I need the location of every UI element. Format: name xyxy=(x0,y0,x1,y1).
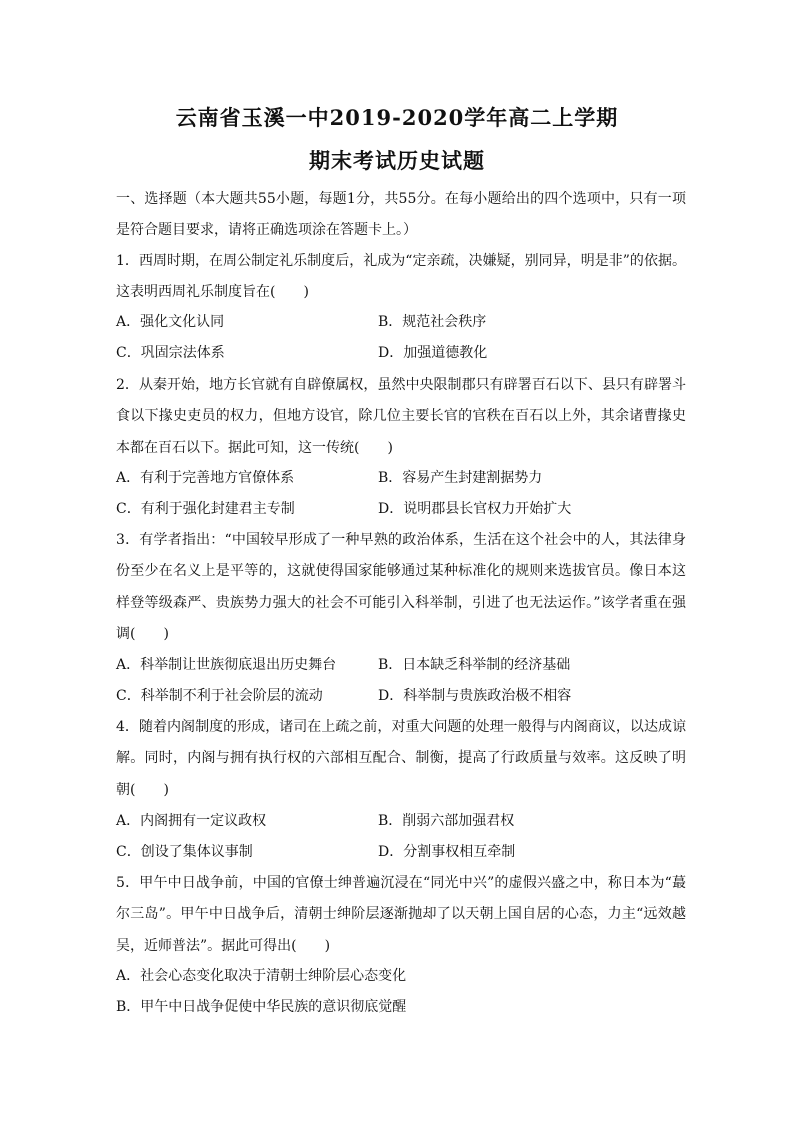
option-a: A．科举制让世族彻底退出历史舞台 xyxy=(116,657,337,673)
option-d: D．分割事权相互牵制 xyxy=(378,844,516,860)
question-4-options-row1 xyxy=(116,806,686,837)
question-2-stem: 2．从秦开始，地方长官就有自辟僚属权，虽然中央限制郡只有辟署百石以下、县只有辟署斗食以下掾史吏员的权力，但地方设官，除几位主要长官的官秩在百石以上外，其余诸曹掾史本都在百石以下。据此可知，这一传统( ) xyxy=(116,377,686,456)
question-1-options-row2 xyxy=(116,338,686,369)
option-c: C．巩固宗法体系 xyxy=(116,345,225,361)
option-c: C．科举制不利于社会阶层的流动 xyxy=(116,688,323,704)
question-2-options-row2 xyxy=(116,494,686,525)
exam-title-line2: 期末考试历史试题 xyxy=(309,148,485,173)
option-c: C．创设了集体议事制 xyxy=(116,844,253,860)
option-d: D．科举制与贵族政治极不相容 xyxy=(378,688,572,704)
option-c: C．有利于强化封建君主专制 xyxy=(116,501,295,517)
exam-title-line1: 云南省玉溪一中2019-2020学年高二上学期 xyxy=(175,105,619,130)
option-b: B．削弱六部加强君权 xyxy=(378,813,515,829)
option-a: A．强化文化认同 xyxy=(116,314,225,330)
option-b: B．容易产生封建割据势力 xyxy=(378,470,543,486)
option-b: B．日本缺乏科举制的经济基础 xyxy=(378,657,571,673)
question-5-stem: 5．甲午中日战争前，中国的官僚士绅普遍沉浸在“同光中兴”的虚假兴盛之中，称日本为“蕞尔三岛”。甲午中日战争后，清朝士绅阶层逐渐抛却了以天朝上国自居的心态，力主“远效越吴，近师普法”。据此可得出( ) xyxy=(116,875,686,954)
question-4-options-row2 xyxy=(116,837,686,868)
question-3-options-row2 xyxy=(116,681,686,712)
question-1-options-row1 xyxy=(116,307,686,338)
question-3-options-row1 xyxy=(116,650,686,681)
option-a: A．内阁拥有一定议政权 xyxy=(116,813,267,829)
section-intro: 一、选择题（本大题共55小题，每题1分，共55分。在每小题给出的四个选项中，只有一项是符合题目要求，请将正确选项涂在答题卡上。） xyxy=(116,191,686,239)
option-b: B．规范社会秩序 xyxy=(378,314,487,330)
option-a: A．有利于完善地方官僚体系 xyxy=(116,470,295,486)
option-d: D．加强道德教化 xyxy=(378,345,488,361)
question-5-option-b: B．甲午中日战争促使中华民族的意识彻底觉醒 xyxy=(116,999,407,1015)
question-3-stem: 3．有学者指出：“中国较早形成了一种早熟的政治体系，生活在这个社会中的人，其法律身份至少在名义上是平等的，这就使得国家能够通过某种标准化的规则来选拔官员。像日本这样登等级森严、贵族势力强大的社会不可能引入科举制，引进了也无法运作。”该学者重在强调( ) xyxy=(116,532,686,642)
option-d: D．说明郡县长官权力开始扩大 xyxy=(378,501,572,517)
question-2-options-row1 xyxy=(116,463,686,494)
question-4-stem: 4．随着内阁制度的形成，诸司在上疏之前，对重大问题的处理一般得与内阁商议，以达成谅解。同时，内阁与拥有执行权的六部相互配合、制衡，提高了行政质量与效率。这反映了明朝( ) xyxy=(116,719,686,798)
question-5-option-a: A．社会心态变化取决于清朝士绅阶层心态变化 xyxy=(116,968,407,984)
question-1-stem: 1．西周时期，在周公制定礼乐制度后，礼成为“定亲疏，决嫌疑，别同异，明是非”的依据。这表明西周礼乐制度旨在( ) xyxy=(116,253,686,301)
